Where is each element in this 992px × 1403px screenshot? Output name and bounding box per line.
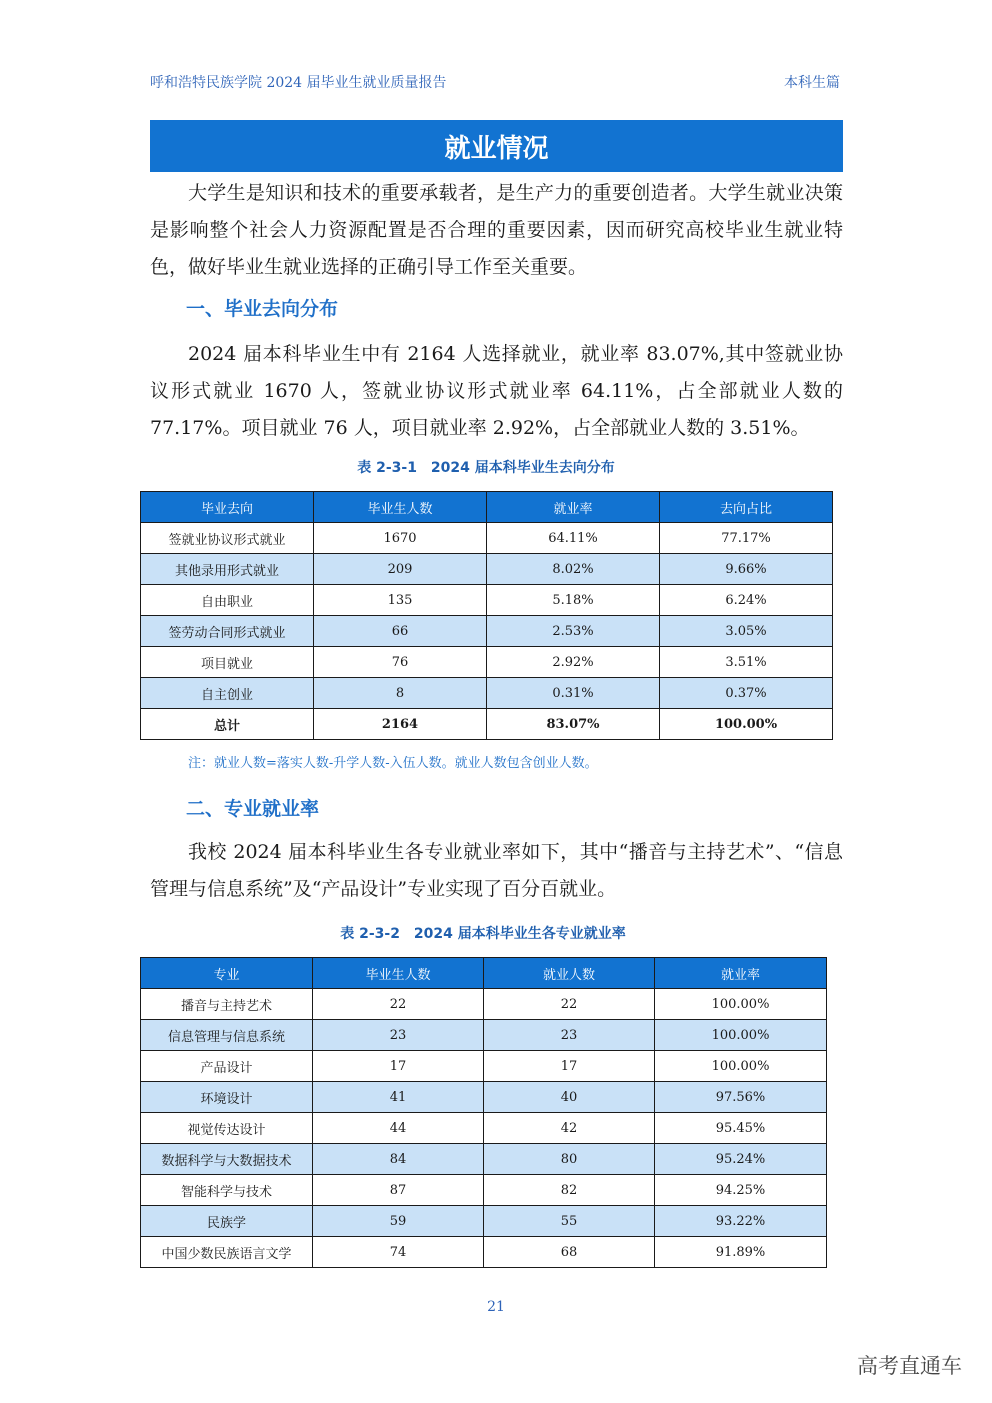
table-cell: 74	[313, 1237, 484, 1268]
table-cell: 41	[313, 1082, 484, 1113]
table-cell: 95.24%	[655, 1144, 827, 1175]
section2-heading: 二、专业就业率	[186, 798, 320, 820]
table-cell: 3.51%	[660, 647, 833, 678]
table-cell: 智能科学与技术	[141, 1175, 313, 1206]
table-cell: 93.22%	[655, 1206, 827, 1237]
table-row	[141, 585, 833, 616]
table1-note: 注：就业人数=落实人数-升学人数-入伍人数。就业人数包含创业人数。	[188, 756, 598, 771]
table-cell: 中国少数民族语言文学	[141, 1237, 313, 1268]
major-employment-table	[140, 957, 827, 1268]
table-row	[141, 616, 833, 647]
table-cell: 自主创业	[141, 678, 314, 709]
table-row	[141, 989, 827, 1020]
table-cell: 8	[314, 678, 487, 709]
table-row	[141, 554, 833, 585]
table-cell: 9.66%	[660, 554, 833, 585]
report-header-title: 呼和浩特民族学院 2024 届毕业生就业质量报告	[150, 75, 447, 91]
table-row	[141, 647, 833, 678]
table-row	[141, 523, 833, 554]
table-cell: 100.00%	[655, 1051, 827, 1082]
column-header: 毕业去向	[141, 492, 314, 523]
table-cell: 44	[313, 1113, 484, 1144]
table-cell: 自由职业	[141, 585, 314, 616]
table-cell: 82	[484, 1175, 655, 1206]
column-header: 毕业生人数	[313, 958, 484, 989]
table-cell: 97.56%	[655, 1082, 827, 1113]
table-row	[141, 1175, 827, 1206]
table-cell: 产品设计	[141, 1051, 313, 1082]
table1-caption: 表 2-3-1 2024 届本科毕业生去向分布	[357, 460, 615, 476]
table-cell: 其他录用形式就业	[141, 554, 314, 585]
column-header: 就业人数	[484, 958, 655, 989]
section1-heading: 一、毕业去向分布	[186, 298, 339, 320]
table-cell: 135	[314, 585, 487, 616]
table-cell: 环境设计	[141, 1082, 313, 1113]
table-row	[141, 678, 833, 709]
table-cell: 68	[484, 1237, 655, 1268]
column-header: 去向占比	[660, 492, 833, 523]
table-cell: 5.18%	[487, 585, 660, 616]
table-cell: 84	[313, 1144, 484, 1175]
table-cell: 40	[484, 1082, 655, 1113]
table-row	[141, 1113, 827, 1144]
table-row	[141, 1206, 827, 1237]
table-cell: 播音与主持艺术	[141, 989, 313, 1020]
table-cell: 总计	[141, 709, 314, 740]
table-cell: 0.37%	[660, 678, 833, 709]
table-cell: 22	[313, 989, 484, 1020]
table-cell: 23	[313, 1020, 484, 1051]
table-cell: 项目就业	[141, 647, 314, 678]
table-row	[141, 1051, 827, 1082]
table-cell: 0.31%	[487, 678, 660, 709]
table-cell: 2.92%	[487, 647, 660, 678]
table-cell: 80	[484, 1144, 655, 1175]
table-cell: 100.00%	[655, 1020, 827, 1051]
column-header: 就业率	[487, 492, 660, 523]
destination-table	[140, 491, 833, 740]
page-title-banner: 就业情况	[150, 120, 843, 172]
table-cell: 信息管理与信息系统	[141, 1020, 313, 1051]
intro-paragraph: 大学生是知识和技术的重要承载者，是生产力的重要创造者。大学生就业决策是影响整个社会人力资源配置是否合理的重要因素，因而研究高校毕业生就业特色，做好毕业生就业选择的正确引导工作至关重要。	[150, 182, 843, 278]
table-row	[141, 1020, 827, 1051]
table-cell: 77.17%	[660, 523, 833, 554]
table-cell: 视觉传达设计	[141, 1113, 313, 1144]
column-header: 毕业生人数	[314, 492, 487, 523]
report-header-section: 本科生篇	[784, 75, 840, 91]
table-cell: 55	[484, 1206, 655, 1237]
table-cell: 22	[484, 989, 655, 1020]
column-header: 专业	[141, 958, 313, 989]
table-cell: 87	[313, 1175, 484, 1206]
table-cell: 17	[484, 1051, 655, 1082]
table2-caption: 表 2-3-2 2024 届本科毕业生各专业就业率	[340, 926, 626, 942]
section2-paragraph: 我校 2024 届本科毕业生各专业就业率如下，其中“播音与主持艺术”、“信息管理与信息系统”及“产品设计”专业实现了百分百就业。	[150, 841, 843, 900]
table-cell: 91.89%	[655, 1237, 827, 1268]
table-cell: 66	[314, 616, 487, 647]
column-header: 就业率	[655, 958, 827, 989]
table-cell: 83.07%	[487, 709, 660, 740]
table-cell: 59	[313, 1206, 484, 1237]
table-row	[141, 1144, 827, 1175]
table-cell: 42	[484, 1113, 655, 1144]
table-cell: 95.45%	[655, 1113, 827, 1144]
table-cell: 17	[313, 1051, 484, 1082]
table-cell: 100.00%	[660, 709, 833, 740]
section1-paragraph: 2024 届本科毕业生中有 2164 人选择就业，就业率 83.07%,其中签就业协议形式就业 1670 人，签就业协议形式就业率 64.11%，占全部就业人数的 77.17%。项目就业 76 人，项目就业率 2.92%，占全部就业人数的 3.51%。	[150, 343, 843, 439]
table-header-row	[141, 492, 833, 523]
table-cell: 23	[484, 1020, 655, 1051]
table-cell: 3.05%	[660, 616, 833, 647]
table-row	[141, 1082, 827, 1113]
table-cell: 数据科学与大数据技术	[141, 1144, 313, 1175]
watermark: 高考直通车	[857, 1354, 962, 1378]
table-cell: 94.25%	[655, 1175, 827, 1206]
table-cell: 1670	[314, 523, 487, 554]
table-cell: 64.11%	[487, 523, 660, 554]
table-row	[141, 1237, 827, 1268]
table-cell: 76	[314, 647, 487, 678]
page-number: 21	[487, 1299, 505, 1315]
table-cell: 2164	[314, 709, 487, 740]
table-cell: 100.00%	[655, 989, 827, 1020]
table-cell: 民族学	[141, 1206, 313, 1237]
table-cell: 签劳动合同形式就业	[141, 616, 314, 647]
table-header-row	[141, 958, 827, 989]
table-cell: 6.24%	[660, 585, 833, 616]
table-cell: 2.53%	[487, 616, 660, 647]
table-cell: 签就业协议形式就业	[141, 523, 314, 554]
table-cell: 209	[314, 554, 487, 585]
table-row	[141, 709, 833, 740]
table-cell: 8.02%	[487, 554, 660, 585]
